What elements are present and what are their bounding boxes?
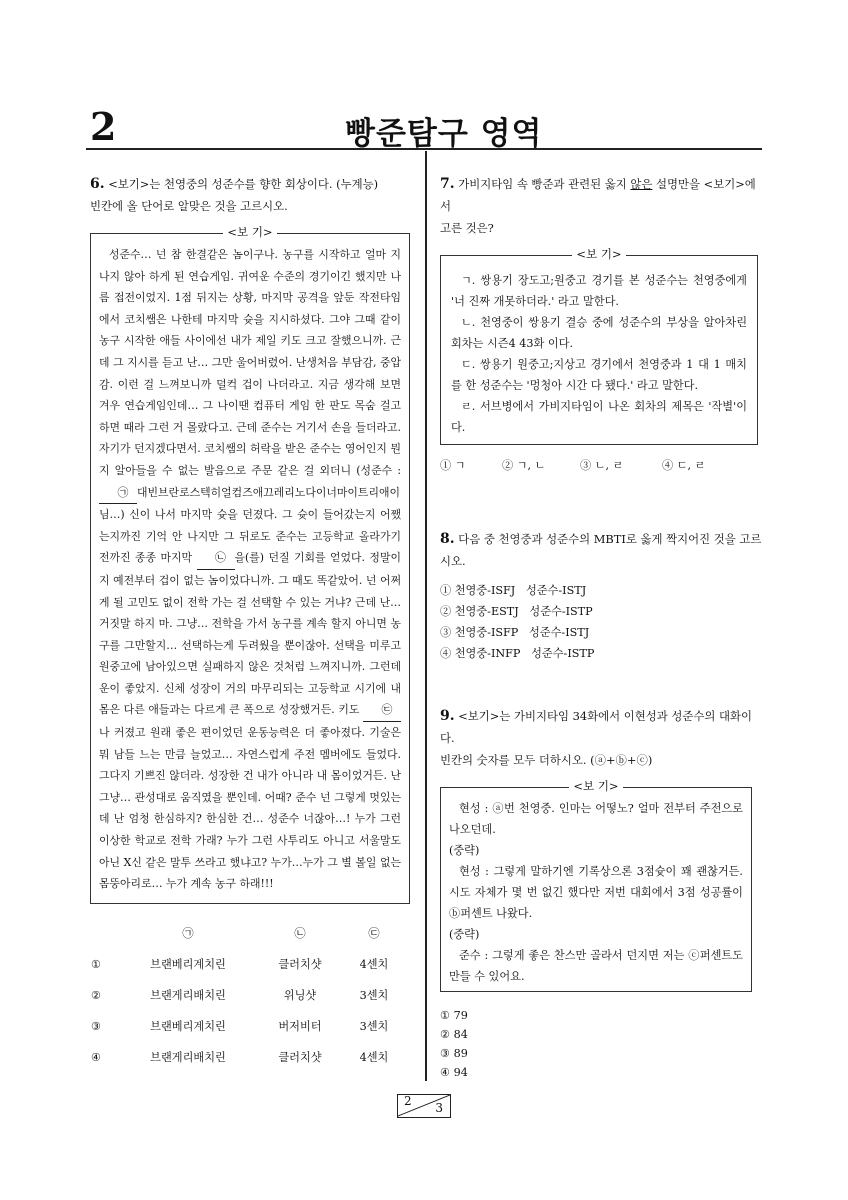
option-1[interactable]: ① 79 [440, 1009, 468, 1022]
dialogue-line-1: 현성 : ⓐ번 천영중. 인마는 어떻노? 얼마 전부터 주전으로 나오던데. [449, 802, 743, 836]
question-9-number: 9. [440, 708, 455, 724]
right-column [440, 173, 762, 1079]
column-header-c: ㉢ [368, 926, 380, 940]
option-4[interactable]: ④ 94 [440, 1066, 468, 1079]
current-page: 2 [404, 1094, 412, 1108]
question-6-line-1: <보기>는 천영중의 성준수를 향한 회상이다. (누계능) [108, 177, 379, 191]
option-cell-b: 클러치샷 [278, 1050, 322, 1064]
option-cell-b: 버저비터 [278, 1019, 322, 1033]
option-cell-b: 위닝샷 [283, 988, 317, 1002]
column-header-b: ㉡ [294, 926, 306, 940]
option-2[interactable]: ② 84 [440, 1028, 468, 1041]
question-6-stem [90, 173, 410, 217]
option-cell-c: 4센치 [359, 1050, 389, 1064]
underlined-negation: 않은 [630, 177, 653, 191]
column-divider [425, 151, 427, 1081]
question-6-number: 6. [90, 176, 105, 192]
question-8-stem [440, 528, 762, 572]
question-7-options [440, 455, 762, 476]
question-9-stem [440, 705, 762, 771]
option-2[interactable]: ② 천영중-ESTJ 성준수-ISTP [440, 605, 593, 618]
option-number: ② [91, 988, 102, 1002]
option-1[interactable]: ① ㄱ [440, 459, 466, 472]
question-7 [440, 173, 762, 476]
option-cell-c: 3센치 [359, 988, 389, 1002]
blank-a: ㉠ [99, 482, 137, 505]
question-9-bogi-box [440, 779, 752, 992]
option-3[interactable]: ③ 천영중-ISFP 성준수-ISTJ [440, 626, 590, 639]
header-rule [86, 148, 762, 150]
option-1[interactable]: ① 천영중-ISFJ 성준수-ISTJ [440, 584, 587, 597]
question-9-line-1: <보기>는 가비지타임 34화에서 이현성과 성준수의 대화이다. [440, 709, 753, 745]
answer-table-header [90, 918, 402, 949]
option-cell-a: 브랜베리계치린 [150, 1019, 226, 1033]
option-cell-a: 브랜베리계치린 [150, 957, 226, 971]
option-3[interactable]: ③ ㄴ, ㄹ [580, 459, 624, 472]
bogi-title: <보 기> [441, 247, 757, 261]
column-header-a: ㉠ [182, 926, 194, 940]
bogi-title: <보 기> [91, 225, 409, 239]
dialogue-line-3: 준수 : 그렇게 좋은 찬스만 골라서 던지면 저는 ⓒ퍼센트도 만들 수 있어요. [449, 949, 743, 983]
answer-option-4[interactable] [90, 1042, 402, 1073]
question-6-answer-table [90, 918, 402, 1073]
bogi-item-2: ㄴ. 천영중이 쌍용기 결승 중에 성준수의 부상을 알아차린 회차는 시즌4 43화 이다. [451, 316, 747, 350]
option-cell-c: 4센치 [359, 957, 389, 971]
total-pages: 3 [435, 1101, 443, 1115]
page-number: 2 [90, 104, 117, 149]
question-9 [440, 705, 762, 1082]
option-2[interactable]: ② ㄱ, ㄴ [502, 459, 546, 472]
question-8-line-1: 다음 중 천영중과 성준수의 MBTI로 옳게 짝지어진 것을 고르 [458, 532, 762, 546]
option-number: ③ [91, 1019, 102, 1033]
answer-option-3[interactable] [90, 1011, 402, 1042]
option-number: ④ [91, 1050, 102, 1064]
question-7-text: 가비지타임 속 빵준과 관련된 옳지 [458, 177, 631, 191]
question-9-options [440, 1006, 762, 1082]
question-6-line-2: 빈칸에 올 단어로 알맞은 것을 고르시오. [90, 199, 288, 213]
question-7-bogi-box [440, 247, 758, 445]
page-indicator [397, 1094, 451, 1118]
answer-option-2[interactable] [90, 980, 402, 1011]
blank-b: ㉡ [197, 547, 235, 570]
question-6 [90, 173, 410, 1073]
option-number: ① [91, 957, 102, 971]
subject-title: 빵준탐구 영역 [345, 116, 543, 152]
bogi-title: <보 기> [441, 779, 751, 793]
bogi-item-4: ㄹ. 서브병에서 가비지타임이 나온 회차의 제목은 '작별'이다. [451, 400, 747, 434]
question-8-line-2: 시오. [440, 554, 466, 568]
option-4[interactable]: ④ ㄷ, ㄹ [662, 459, 706, 472]
option-cell-a: 브랜게리배치린 [150, 988, 226, 1002]
option-cell-b: 클러치샷 [278, 957, 322, 971]
question-7-number: 7. [440, 176, 455, 192]
dialogue-ellipsis-2: (중략) [449, 928, 480, 941]
option-3[interactable]: ③ 89 [440, 1047, 468, 1060]
option-cell-c: 3센치 [359, 1019, 389, 1033]
question-7-stem [440, 173, 762, 239]
bogi-item-1: ㄱ. 쌍용기 장도고;원중고 경기를 본 성준수는 천영중에게 '너 진짜 개못하더라.' 라고 말한다. [451, 274, 747, 308]
question-8-number: 8. [440, 531, 455, 547]
blank-c: ㉢ [363, 699, 401, 722]
bogi-item-3: ㄷ. 쌍용기 원중고;지상고 경기에서 천영중과 1 대 1 매치를 한 성준수는 '멍청아 시간 다 됐다.' 라고 말한다. [451, 358, 747, 392]
question-7-text-end: 설명만을 <보기>에서 [440, 177, 756, 213]
question-6-bogi-box [90, 225, 410, 904]
question-8 [440, 528, 762, 664]
question-7-line-2: 고른 것은? [440, 221, 494, 235]
option-4[interactable]: ④ 천영중-INFP 성준수-ISTP [440, 647, 595, 660]
answer-option-1[interactable] [90, 949, 402, 980]
question-9-line-2: 빈칸의 숫자를 모두 더하시오. (ⓐ+ⓑ+ⓒ) [440, 753, 653, 767]
dialogue-line-2: 현성 : 그렇게 말하기엔 기록상으론 3점슛이 꽤 괜찮거든. 시도 자체가 몇 번 없긴 했다만 저번 대회에서 3점 성공률이 ⓑ퍼센트 나왔다. [449, 865, 743, 920]
option-cell-a: 브랜게리배치린 [150, 1050, 226, 1064]
bogi-passage: 성준수… 넌 참 한결같은 놈이구나. 농구를 시작하고 얼마 지나지 않아 하게 된 연습게임. 귀여운 수준의 경기이긴 했지만 나름 접전이었지. 1점 뒤지는 상황, 마지막 공격을 앞둔 작전타임에서 코치쌤은 나한테 마지막 슛을 지시하셨다. 그야 그때 같이 농구 시작한 애들 사이에선 내가 제일 키도 크고 잘했으니까. 근데 그 지시를 듣고 난… 그만 울어버렸어. 난생처음 부담감, 중압감. 이런 걸 느껴보니까 덜컥 겁이 나더라고. 지금 생각해 보면 겨우 연습게임인데… 그 나이땐 컴퓨터 게임 한 판도 목숨 걸고 하면 때라 그런 거 몰랐다고. 근데 준수는 거기서 손을 들더라고. 자기가 던지겠다면서. 코치쌤의 허락을 받은 준수는 영어인지 뭔지 알아들을 수 없는 발음으로 주문 같은 걸 외더니 (성준수 : ㉠ 대빈브란로스텍히얼컴즈애끄레리노다이너마이트리애이님…) 신이 나서 마지막 슛을 던졌다. 그 슛이 들어갔는지 어쨌는지까진 기억 안 나지만 그 뒤로도 준수는 고등학교 올라가기 전까진 종종 마지막 ㉡ 을(를) 던질 기회를 얻었다. 정말이지 예전부터 겁이 없는 놈이었다니까. 그 때도 똑같았어. 넌 어쩌게 될 고민도 없이 전학 가는 걸 선택할 수 있는 거냐? 근데 난… 거짓말 하지 마. 그냥… 전학을 가서 농구를 계속 할지 아니면 농구를 그만할지… 선택하는게 두려웠을 뿐이잖아. 선택을 미루고 원중고에 남아있으면 실패하지 않은 것처럼 느껴지니까. 그런데 운이 좋았지. 신체 성장이 거의 마무리되는 고등학교 시기에 내 몸은 다른 애들과는 다르게 큰 폭으로 성장했거든. 키도 ㉢나 커졌고 원래 좋은 편이었던 운동능력은 더 좋아졌다. 기술은 뭐 남들 느는 만큼 늘었고… 자연스럽게 주전 멤버에도 들었다. 그다지 기쁘진 않더라. 성장한 건 내가 아니라 내 몸이었거든. 난 그냥… 관성대로 움직였을 뿐인데. 어때? 준수 넌 그렇게 멋있는데 난 엄청 한심하지? 한심한 건… 성준수 너잖아…! 누가 그런 이상한 학교로 전학 가래? 누가 그런 사투리도 아니고 서울말도 아닌 X신 같은 말투 쓰라고 했냐고? 누가…누가 그 별 볼일 없는 몸뚱아리로… 누가 계속 농구 하래!!! [99, 248, 401, 891]
dialogue-ellipsis-1: (중략) [449, 844, 480, 857]
question-8-options [440, 580, 762, 664]
